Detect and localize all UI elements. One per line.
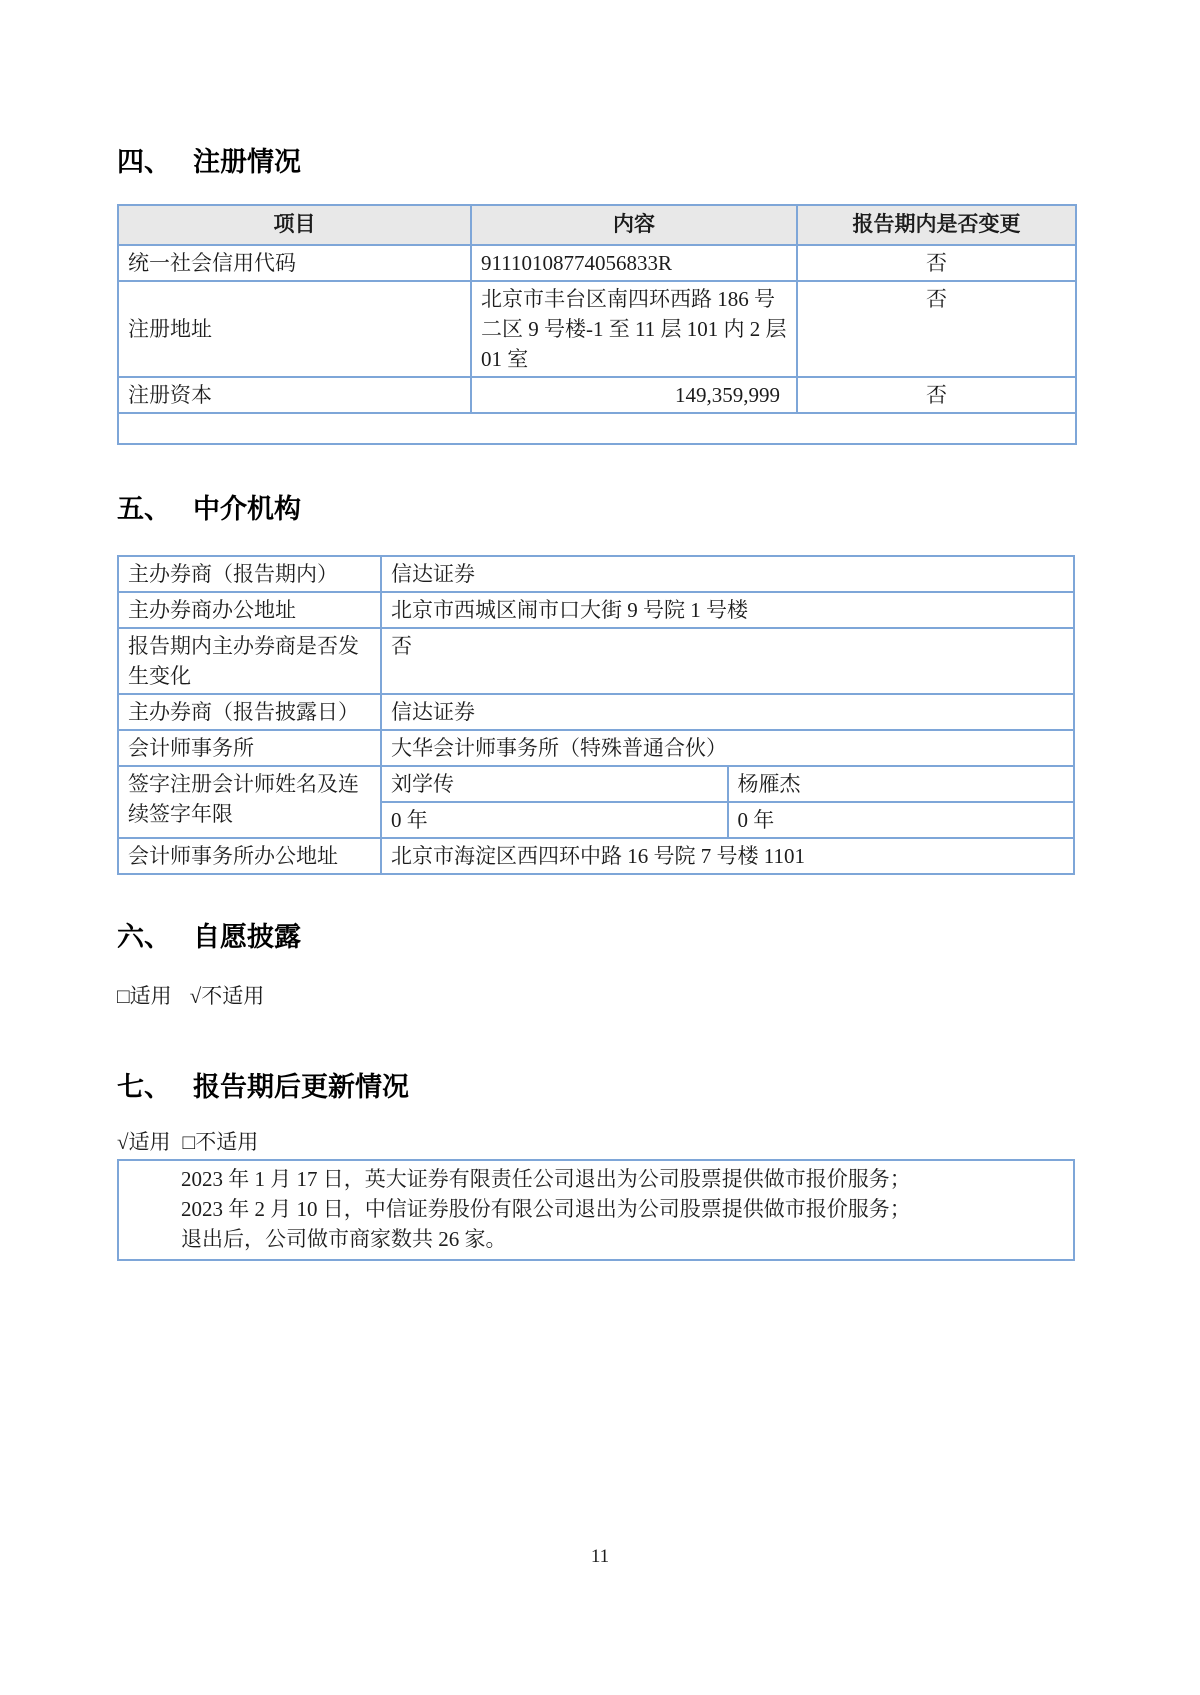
table-header-row [118,205,1076,245]
page-number: 11 [590,1546,610,1567]
table-row [118,245,1076,281]
section6-number: 六、 [117,922,171,952]
cell-content: 149,359,999 [471,377,797,413]
section4-number: 四、 [117,147,171,177]
checkbox-not-applicable: √不适用 [189,984,265,1008]
cell-value: 大华会计师事务所（特殊普通合伙） [381,730,1074,766]
cell-label: 签字注册会计师姓名及连续签字年限 [118,766,381,838]
section6-applicability-line [117,981,1075,1011]
cell-changed: 否 [797,245,1076,281]
table-row [118,730,1074,766]
checkbox-not-applicable: □不适用 [182,1130,259,1154]
cell-label: 报告期内主办券商是否发生变化 [118,628,381,694]
cell-accountant-name: 杨雁杰 [728,766,1075,802]
table-row [118,592,1074,628]
table-row [118,377,1076,413]
cell-value: 否 [381,628,1074,694]
update-line: 2023 年 1 月 17 日，英大证券有限责任公司退出为公司股票提供做市报价服务； [181,1167,911,1191]
section6-heading [117,919,1075,955]
section5-title: 中介机构 [193,494,301,524]
header-item: 项目 [118,205,471,245]
cell-item: 注册地址 [118,281,471,377]
checkbox-applicable: □适用 [117,984,172,1008]
cell-value: 北京市海淀区西四环中路 16 号院 7 号楼 1101 [381,838,1074,874]
cell-item: 统一社会信用代码 [118,245,471,281]
table-row [118,628,1074,694]
cell-item: 注册资本 [118,377,471,413]
section7-applicability-line [117,1127,1075,1157]
table-row-accountants [118,766,1074,802]
table-row [118,281,1076,377]
table-row [118,838,1074,874]
section6-title: 自愿披露 [193,922,301,952]
cell-label: 主办券商（报告期内） [118,556,381,592]
cell-value: 北京市西城区闹市口大街 9 号院 1 号楼 [381,592,1074,628]
section7-number: 七、 [117,1072,171,1102]
cell-accountant-years: 0 年 [728,802,1075,838]
cell-content: 北京市丰台区南四环西路 186 号二区 9 号楼-1 至 11 层 101 内 2 层 01 室 [471,281,797,377]
cell-accountant-years: 0 年 [381,802,728,838]
section5-number: 五、 [117,494,171,524]
post-period-update-box [117,1159,1075,1261]
cell-accountant-name: 刘学传 [381,766,728,802]
table-empty-row [118,413,1076,444]
cell-content: 91110108774056833R [471,245,797,281]
section4-title: 注册情况 [193,147,301,177]
update-line: 退出后，公司做市商家数共 26 家。 [181,1227,507,1251]
cell-label: 主办券商办公地址 [118,592,381,628]
section7-title: 报告期后更新情况 [193,1072,409,1102]
header-content: 内容 [471,205,797,245]
checkbox-applicable: √适用 [117,1130,171,1154]
cell-label: 主办券商（报告披露日） [118,694,381,730]
page-content [117,144,1075,1261]
cell-value: 信达证券 [381,556,1074,592]
empty-cell [118,413,1076,444]
section4-heading [117,144,1075,180]
section7-heading [117,1069,1075,1105]
cell-value: 信达证券 [381,694,1074,730]
cell-label: 会计师事务所办公地址 [118,838,381,874]
section5-heading [117,491,1075,527]
table-row [118,556,1074,592]
intermediaries-table [117,555,1075,875]
registration-table [117,204,1077,445]
cell-changed: 否 [797,377,1076,413]
header-changed: 报告期内是否变更 [797,205,1076,245]
update-line: 2023 年 2 月 10 日，中信证券股份有限公司退出为公司股票提供做市报价服务； [181,1197,911,1221]
cell-label: 会计师事务所 [118,730,381,766]
cell-changed: 否 [797,281,1076,377]
table-row [118,694,1074,730]
